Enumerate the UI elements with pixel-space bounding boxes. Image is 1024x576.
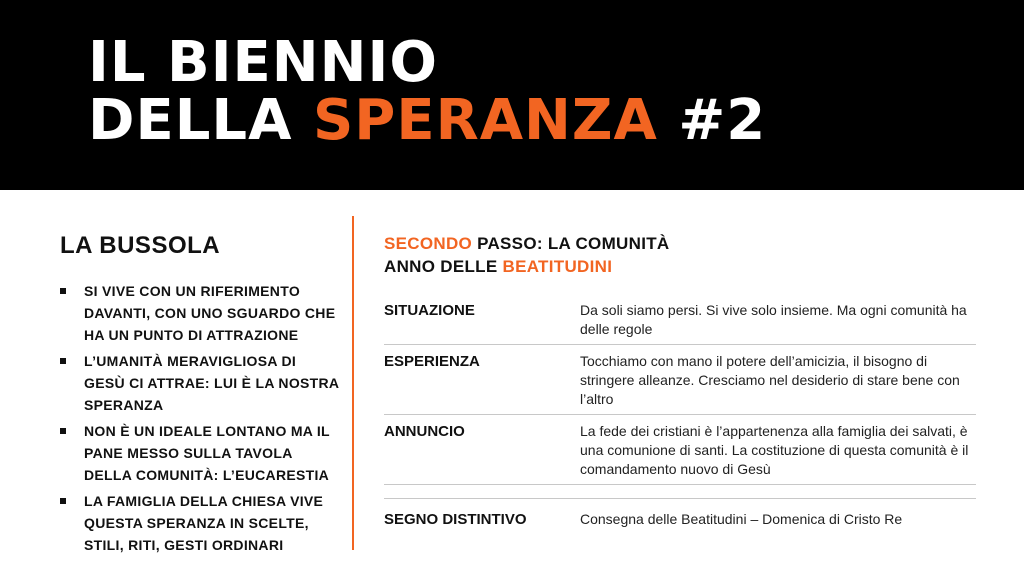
step-table: [384, 294, 976, 536]
bullet-text: SI VIVE CON UN RIFERIMENTO DAVANTI, CON UNO SGUARDO CHE HA UN PUNTO DI ATTRAZIONE: [84, 283, 336, 343]
title-banner: [0, 0, 1024, 190]
table-row: [384, 345, 976, 415]
bullet-text: L’UMANITÀ MERAVIGLIOSA DI GESÙ CI ATTRAE: LUI È LA NOSTRA SPERANZA: [84, 353, 339, 413]
row-description: Tocchiamo con mano il potere dell’amicizia, il bisogno di stringere alleanze. Cresciamo nel desiderio di stare bene con l’altro: [580, 353, 960, 407]
title-line-2-suffix: #2: [657, 88, 767, 153]
row-description: La fede dei cristiani è l’appartenenza alla famiglia dei salvati, è una comunione di santi. La costituzione di questa comunità è il comandamento nuovo di Gesù: [580, 423, 969, 477]
row-label: ANNUNCIO: [384, 423, 465, 440]
subtitle-line-2-prefix: ANNO DELLE: [384, 257, 503, 276]
subtitle-accent-beatitudes: BEATITUDINI: [502, 257, 613, 276]
row-label: SEGNO DISTINTIVO: [384, 511, 527, 528]
vertical-divider: [352, 216, 354, 550]
row-description: Da soli siamo persi. Si vive solo insieme. Ma ogni comunità ha delle regole: [580, 302, 967, 337]
compass-section: [60, 232, 340, 560]
bullet-item: [60, 280, 340, 346]
bullet-item: [60, 350, 340, 416]
square-bullet-icon: [60, 428, 66, 434]
table-row: [384, 415, 976, 485]
compass-bullet-list: [60, 280, 340, 556]
step-section: [384, 232, 976, 536]
row-description: Consegna delle Beatitudini – Domenica di Cristo Re: [580, 511, 903, 527]
subtitle-line-1: [384, 232, 976, 255]
square-bullet-icon: [60, 358, 66, 364]
table-separator: [384, 485, 976, 499]
subtitle-accent-word: SECONDO: [384, 234, 473, 253]
subtitle-line-2: [384, 255, 976, 278]
bullet-item: [60, 420, 340, 486]
bullet-item: [60, 490, 340, 556]
title-line-2-prefix: DELLA: [88, 88, 313, 153]
bullet-text: NON È UN IDEALE LONTANO MA IL PANE MESSO SULLA TAVOLA DELLA COMUNITÀ: L’EUCARESTIA: [84, 423, 330, 483]
title-line-1: IL BIENNIO: [88, 30, 438, 95]
square-bullet-icon: [60, 288, 66, 294]
compass-heading: LA BUSSOLA: [60, 232, 221, 259]
table-row: [384, 503, 976, 536]
square-bullet-icon: [60, 498, 66, 504]
page-title: [88, 30, 767, 153]
step-subtitle: [384, 232, 976, 278]
bullet-text: LA FAMIGLIA DELLA CHIESA VIVE QUESTA SPERANZA IN SCELTE, STILI, RITI, GESTI ORDINARI: [84, 493, 324, 553]
title-line-2: [88, 88, 767, 153]
subtitle-line-1-rest: PASSO: LA COMUNITÀ: [472, 234, 670, 253]
row-label: SITUAZIONE: [384, 302, 475, 319]
table-row: [384, 294, 976, 345]
title-accent-word: SPERANZA: [312, 88, 658, 153]
row-label: ESPERIENZA: [384, 353, 480, 370]
